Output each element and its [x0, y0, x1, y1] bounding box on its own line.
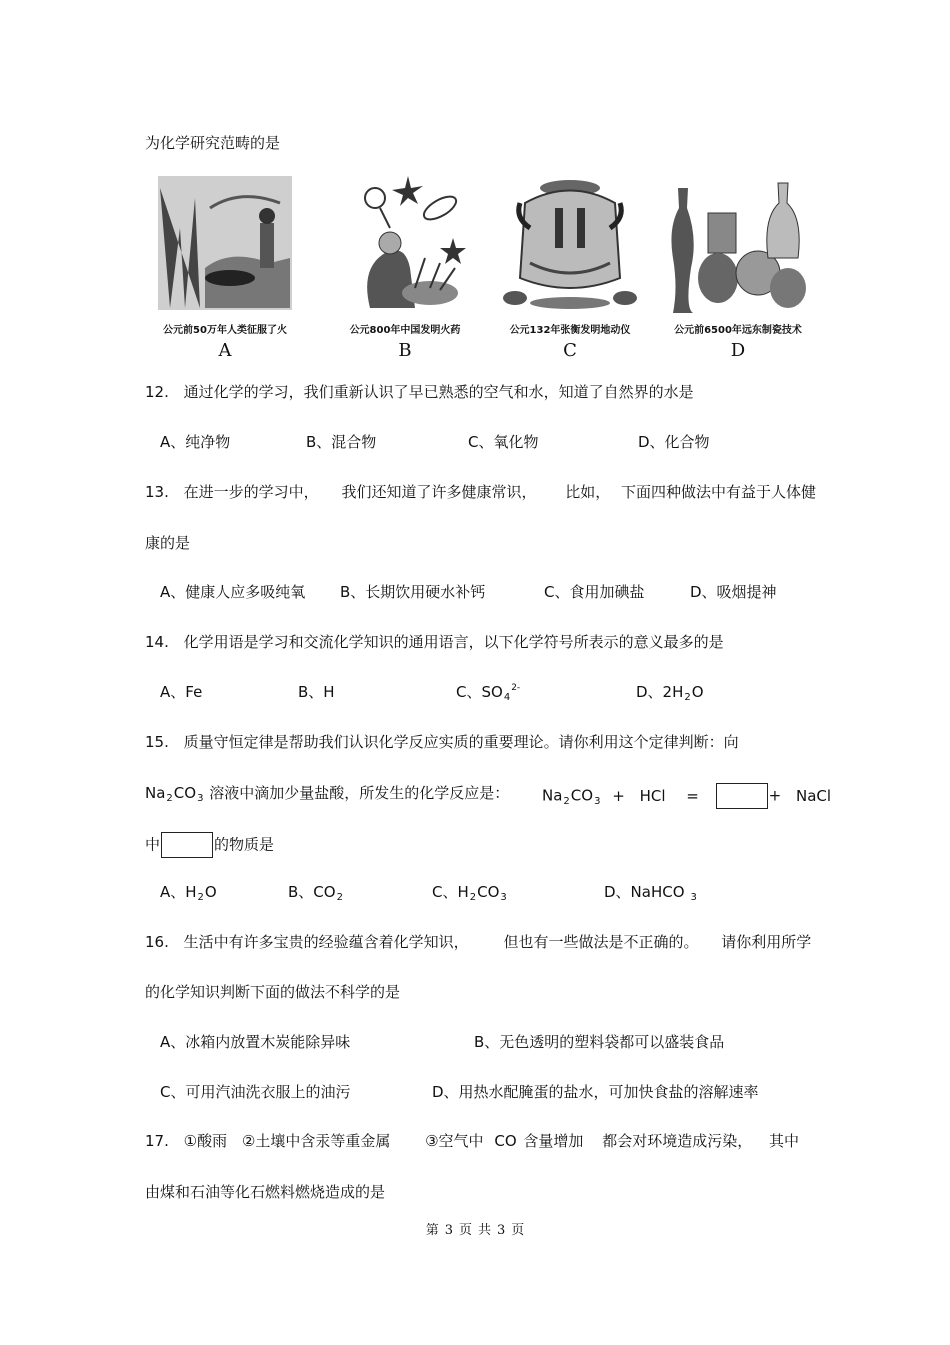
q13-text-c: 比如， [565, 483, 611, 501]
q12-text: 通过化学的学习，我们重新认识了早已熟悉的空气和水，知道了自然界的水是 [183, 383, 694, 401]
q15-option-c-sub1: 2 [469, 892, 477, 903]
figure-b-letter: B [398, 340, 412, 361]
q15-text: 质量守恒定律是帮助我们认识化学反应实质的重要理论。请你利用这个定律判断：向 [183, 733, 739, 751]
eq-na: Na [542, 786, 563, 805]
figure-a-caption: 公元前50万年人类征服了火 [163, 325, 287, 336]
q16-text-a: 生活中有许多宝贵的经验蕴含着化学知识， [183, 933, 469, 951]
q14-option-c-prefix: C、SO [456, 683, 503, 701]
page-footer [0, 1219, 950, 1238]
figure-c-letter: C [563, 340, 577, 361]
q13-option-b: B、长期饮用硬水补钙 [340, 583, 486, 601]
q15-number: 15. [145, 733, 169, 751]
question-16 [145, 932, 811, 952]
figure-c-caption: 公元132年张衡发明地动仪 [509, 325, 631, 336]
question-17 [145, 1131, 799, 1151]
q13-text-b: 我们还知道了许多健康常识， [341, 483, 537, 501]
footer-total: 3 [497, 1223, 506, 1238]
footer-page: 3 [444, 1223, 453, 1238]
q15-option-c [432, 882, 508, 905]
question-13 [145, 482, 816, 502]
q12-option-d: D、化合物 [638, 433, 710, 451]
q15-option-b-sub: 2 [336, 892, 343, 903]
figure-d [663, 168, 813, 363]
footer-ye-1: 页 [458, 1223, 472, 1238]
q14-text: 化学用语是学习和交流化学知识的通用语言，以下化学符号所表示的意义最多的是 [183, 633, 724, 651]
q17-number: 17. [145, 1132, 169, 1150]
q13-text-a: 在进一步的学习中， [183, 483, 319, 501]
answer-box-2[interactable] [161, 832, 213, 858]
eq-co-sub: 3 [594, 795, 601, 807]
q13-text-cont: 康的是 [145, 534, 191, 552]
eq-plus-2: + [768, 786, 782, 805]
figure-d-letter: D [730, 340, 746, 361]
q14-option-d-suffix: O [691, 683, 704, 701]
q16-number: 16. [145, 933, 169, 951]
q17-item-2: ②土壤中含汞等重金属 [241, 1132, 391, 1150]
q16-option-c: C、可用汽油洗衣服上的油污 [160, 1083, 351, 1101]
q12-number: 12. [145, 383, 169, 401]
q15-option-a-prefix: A、H [160, 883, 197, 901]
q15-option-b [288, 882, 344, 905]
q15-option-a [160, 882, 217, 905]
q15-co: CO [173, 784, 197, 802]
q14-option-c-sub: 4 [503, 692, 511, 703]
q15-option-d-sub: 3 [690, 892, 697, 903]
q15-line2-text: 溶液中滴加少量盐酸，所发生的化学反应是： [209, 784, 510, 802]
q15-line3-text: 的物质是 [214, 835, 275, 854]
fire-scene-icon [150, 168, 300, 318]
figure-a-letter: A [218, 340, 232, 361]
gunpowder-scene-icon [330, 168, 480, 318]
figure-b [330, 168, 480, 363]
seismoscope-icon [495, 168, 645, 318]
q16-option-b: B、无色透明的塑料袋都可以盛装食品 [474, 1033, 725, 1051]
figure-a [150, 168, 300, 363]
eq-nacl: NaCl [796, 786, 832, 805]
answer-box-1[interactable] [716, 783, 768, 809]
q15-option-a-suffix: O [204, 883, 217, 901]
q14-option-d-prefix: D、2H [636, 683, 684, 701]
q15-option-a-sub: 2 [197, 892, 204, 903]
q13-option-a: A、健康人应多吸纯氧 [160, 583, 306, 601]
question-15 [145, 732, 739, 752]
q15-zhong: 中 [145, 835, 161, 854]
q15-option-d-prefix: D、NaHCO [604, 883, 685, 901]
q13-option-d: D、吸烟提神 [690, 583, 777, 601]
q17-item-1: ①酸雨 [183, 1132, 228, 1150]
figure-b-caption: 公元800年中国发明火药 [349, 325, 461, 336]
q16-text-cont: 的化学知识判断下面的做法不科学的是 [145, 983, 401, 1001]
q15-option-d [604, 882, 698, 905]
eq-na-sub: 2 [563, 795, 570, 807]
footer-ye-2: 页 [511, 1223, 525, 1238]
q13-option-c: C、食用加碘盐 [544, 583, 645, 601]
q15-na-sub: 2 [166, 793, 173, 804]
q15-line-3 [145, 832, 274, 858]
q14-number: 14. [145, 633, 169, 651]
q15-option-b-prefix: B、CO [288, 883, 336, 901]
q16-option-a: A、冰箱内放置木炭能除异味 [160, 1033, 351, 1051]
q17-item-3b: 含量增加 [523, 1132, 584, 1150]
eq-co: CO [570, 786, 594, 805]
footer-di: 第 [425, 1223, 439, 1238]
q15-option-c-prefix: C、H [432, 883, 469, 901]
q16-text-c: 请你利用所学 [721, 933, 812, 951]
q12-option-b: B、混合物 [306, 433, 377, 451]
q17-text-b: 其中 [769, 1132, 800, 1150]
eq-equals: = [686, 786, 699, 805]
porcelain-vases-icon [663, 168, 813, 318]
q13-text-d: 下面四种做法中有益于人体健 [621, 483, 817, 501]
eq-plus-1: + [612, 786, 625, 805]
question-14 [145, 632, 724, 652]
q15-co-sub: 3 [197, 793, 204, 804]
q14-option-a: A、Fe [160, 683, 203, 701]
q14-option-b: B、H [298, 683, 335, 701]
q16-option-d: D、用热水配腌蛋的盐水，可加快食盐的溶解速率 [432, 1083, 759, 1101]
figure-c [495, 168, 645, 363]
figure-d-caption: 公元前6500年远东制瓷技术 [674, 325, 802, 336]
q16-text-b: 但也有一些做法是不正确的。 [503, 933, 699, 951]
question-12 [145, 382, 694, 402]
q12-option-a: A、纯净物 [160, 433, 231, 451]
q14-option-c [456, 682, 520, 705]
q14-option-d [636, 682, 704, 705]
q13-number: 13. [145, 483, 169, 501]
eq-hcl: HCl [639, 786, 666, 805]
q12-option-c: C、氧化物 [468, 433, 539, 451]
intro-line: 为化学研究范畴的是 [145, 134, 281, 152]
q14-option-c-sup: 2- [511, 683, 521, 693]
q17-text-cont: 由煤和石油等化石燃料燃烧造成的是 [145, 1183, 386, 1201]
q14-option-d-sub: 2 [684, 692, 691, 703]
footer-gong: 共 [478, 1223, 492, 1238]
q15-equation [542, 783, 831, 809]
q15-na: Na [145, 784, 166, 802]
q17-text-a: 都会对环境造成污染， [602, 1132, 753, 1150]
q15-option-c-sub2: 3 [500, 892, 507, 903]
q15-option-c-mid: CO [477, 883, 500, 901]
q17-item-3a: ③空气中 [425, 1132, 484, 1150]
q17-item-3-co: CO [494, 1132, 517, 1150]
q15-line-2 [145, 783, 509, 806]
